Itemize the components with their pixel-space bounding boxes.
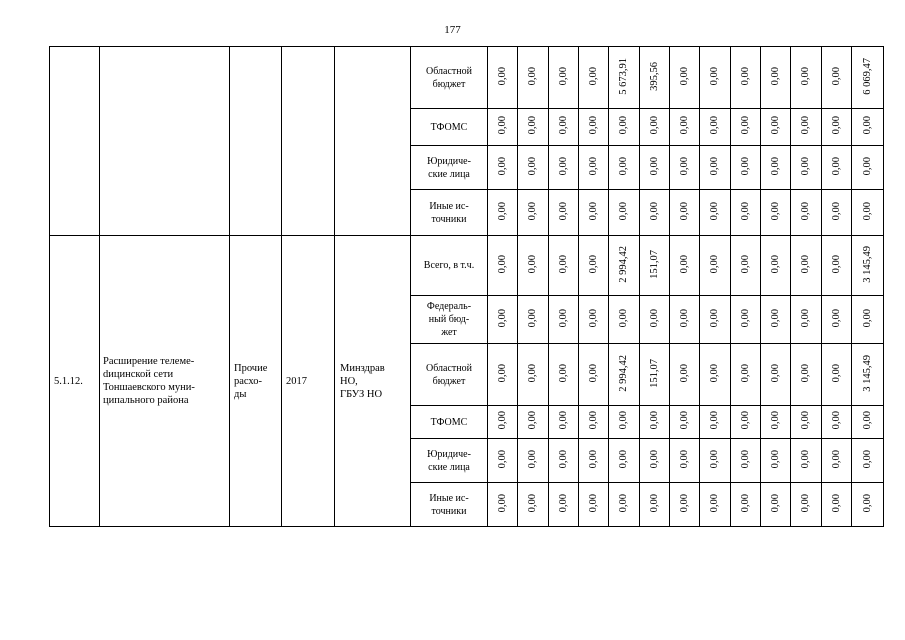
value-text: 0,00 <box>587 308 599 328</box>
value-text: 0,00 <box>527 363 538 383</box>
value-text: 0,00 <box>527 116 538 135</box>
value-cell <box>549 483 579 527</box>
source-cell <box>411 439 488 483</box>
value-cell <box>518 296 549 344</box>
value-text: 0,00 <box>769 254 781 274</box>
value-cell <box>609 146 640 190</box>
value-cell <box>518 406 549 439</box>
value-text: 0,00 <box>800 308 811 328</box>
value-cell <box>549 406 579 439</box>
value-cell <box>791 190 822 236</box>
value-cell <box>549 109 579 146</box>
value-cell <box>488 146 518 190</box>
value-text: 0,00 <box>800 254 811 274</box>
value-text: 0,00 <box>769 363 781 383</box>
value-text: 3 145,49 <box>861 354 873 392</box>
value-text: 0,00 <box>861 449 873 469</box>
value-cell <box>518 344 549 406</box>
page-number: 177 <box>444 24 461 36</box>
value-text: 0,00 <box>527 156 538 176</box>
value-text: 0,00 <box>648 116 660 135</box>
value-text: 0,00 <box>769 201 781 221</box>
value-cell <box>731 236 761 296</box>
value-cell <box>761 439 791 483</box>
value-text: 0,00 <box>709 493 720 513</box>
value-cell <box>488 439 518 483</box>
value-text: 0,00 <box>769 116 781 135</box>
value-text: 0,00 <box>709 363 720 383</box>
value-text: 0,00 <box>861 116 873 135</box>
value-text: 0,00 <box>861 308 873 328</box>
value-cell <box>731 439 761 483</box>
value-cell <box>731 344 761 406</box>
value-text: 0,00 <box>678 116 690 135</box>
value-text: 0,00 <box>618 116 629 135</box>
value-cell <box>488 296 518 344</box>
value-text: 0,00 <box>496 493 508 513</box>
value-text: 0,00 <box>830 308 842 328</box>
value-cell <box>700 406 731 439</box>
value-cell <box>579 146 609 190</box>
source-cell <box>411 483 488 527</box>
value-cell <box>700 236 731 296</box>
value-cell <box>518 47 549 109</box>
value-cell <box>852 483 884 527</box>
value-cell <box>609 109 640 146</box>
funding-source-label: ТФОМС <box>430 121 468 133</box>
value-cell <box>761 236 791 296</box>
value-cell <box>640 439 670 483</box>
value-cell <box>518 190 549 236</box>
implementation-year <box>282 236 335 527</box>
value-cell <box>761 406 791 439</box>
value-cell <box>700 483 731 527</box>
value-text: 0,00 <box>557 411 569 430</box>
funding-source-label: ТФОМС <box>430 416 468 428</box>
value-cell <box>791 406 822 439</box>
value-text: 0,00 <box>587 254 599 274</box>
expense-category <box>230 236 282 527</box>
value-text: 0,00 <box>618 156 629 176</box>
value-cell <box>761 146 791 190</box>
value-cell <box>791 236 822 296</box>
value-text: 0,00 <box>527 201 538 221</box>
value-text: 0,00 <box>527 66 538 86</box>
value-cell <box>761 47 791 109</box>
table-row <box>50 236 884 296</box>
source-cell <box>411 344 488 406</box>
value-cell <box>579 236 609 296</box>
value-text: 0,00 <box>830 493 842 513</box>
value-cell <box>670 344 700 406</box>
value-text: 0,00 <box>678 363 690 383</box>
value-cell <box>670 406 700 439</box>
value-cell <box>852 190 884 236</box>
value-cell <box>488 47 518 109</box>
funding-source-label: Юридиче- ские лица <box>427 448 471 473</box>
value-text: 0,00 <box>861 493 873 513</box>
value-cell <box>609 190 640 236</box>
source-cell <box>411 296 488 344</box>
value-cell <box>761 344 791 406</box>
item-code <box>50 236 100 527</box>
value-text: 0,00 <box>709 308 720 328</box>
code-cell-empty <box>50 47 100 236</box>
value-cell <box>731 296 761 344</box>
year-cell-empty <box>282 47 335 236</box>
source-cell <box>411 236 488 296</box>
value-text: 0,00 <box>769 66 781 86</box>
value-text: 0,00 <box>861 201 873 221</box>
item-name <box>100 236 230 527</box>
value-text: 0,00 <box>648 156 660 176</box>
value-cell <box>609 47 640 109</box>
value-cell <box>609 406 640 439</box>
value-text: 0,00 <box>769 411 781 430</box>
value-cell <box>791 344 822 406</box>
value-text: 0,00 <box>861 156 873 176</box>
value-cell <box>761 190 791 236</box>
value-text: 0,00 <box>739 201 751 221</box>
value-text: 0,00 <box>587 449 599 469</box>
value-text: 0,00 <box>739 116 751 135</box>
value-text: 0,00 <box>557 363 569 383</box>
value-cell <box>791 296 822 344</box>
value-text: 0,00 <box>769 156 781 176</box>
funding-source-label: Иные ис- точники <box>429 200 469 225</box>
value-text: 0,00 <box>800 201 811 221</box>
value-text: 0,00 <box>830 116 842 135</box>
executor <box>335 236 411 527</box>
value-text: 395,56 <box>648 61 660 91</box>
value-cell <box>640 296 670 344</box>
value-cell <box>700 296 731 344</box>
value-cell <box>518 439 549 483</box>
item-code-text: 5.1.12. <box>54 375 83 387</box>
value-cell <box>852 439 884 483</box>
value-text: 0,00 <box>648 493 660 513</box>
value-text: 0,00 <box>709 201 720 221</box>
value-cell <box>731 146 761 190</box>
value-text: 0,00 <box>557 66 569 86</box>
value-cell <box>852 47 884 109</box>
value-cell <box>579 439 609 483</box>
funding-source-label: Юридиче- ские лица <box>427 155 471 180</box>
value-cell <box>700 109 731 146</box>
value-text: 0,00 <box>830 66 842 86</box>
value-text: 0,00 <box>527 308 538 328</box>
value-cell <box>549 190 579 236</box>
value-text: 0,00 <box>496 449 508 469</box>
value-cell <box>670 47 700 109</box>
value-cell <box>791 146 822 190</box>
value-cell <box>791 47 822 109</box>
funding-source-label: Областной бюджет <box>425 65 472 90</box>
source-cell <box>411 190 488 236</box>
value-cell <box>640 109 670 146</box>
source-cell <box>411 406 488 439</box>
expense-category-text: Прочие расхо- ды <box>234 362 268 400</box>
value-text: 0,00 <box>648 308 660 328</box>
value-cell <box>640 146 670 190</box>
value-cell <box>670 109 700 146</box>
value-text: 0,00 <box>496 66 508 86</box>
executor-cell-empty <box>335 47 411 236</box>
value-text: 0,00 <box>678 493 690 513</box>
value-text: 0,00 <box>496 411 508 430</box>
value-text: 0,00 <box>678 449 690 469</box>
value-text: 0,00 <box>678 411 690 430</box>
value-cell <box>549 146 579 190</box>
value-text: 0,00 <box>496 254 508 274</box>
value-cell <box>640 406 670 439</box>
funding-source-label: Федераль- ный бюд- жет <box>426 301 472 338</box>
value-text: 0,00 <box>678 308 690 328</box>
value-cell <box>822 483 852 527</box>
value-cell <box>579 483 609 527</box>
value-cell <box>852 406 884 439</box>
value-cell <box>761 483 791 527</box>
value-text: 0,00 <box>739 493 751 513</box>
value-cell <box>640 483 670 527</box>
value-text: 0,00 <box>678 156 690 176</box>
table-row <box>50 47 884 109</box>
value-cell <box>822 146 852 190</box>
value-text: 0,00 <box>830 156 842 176</box>
value-text: 0,00 <box>739 254 751 274</box>
value-text: 151,07 <box>648 249 660 279</box>
value-text: 0,00 <box>800 116 811 135</box>
value-cell <box>549 439 579 483</box>
value-cell <box>670 296 700 344</box>
value-cell <box>700 47 731 109</box>
value-cell <box>761 109 791 146</box>
value-text: 0,00 <box>648 411 660 430</box>
value-cell <box>609 483 640 527</box>
source-cell <box>411 109 488 146</box>
value-cell <box>822 296 852 344</box>
value-cell <box>579 296 609 344</box>
value-text: 0,00 <box>678 254 690 274</box>
value-cell <box>700 344 731 406</box>
value-cell <box>579 109 609 146</box>
value-cell <box>731 190 761 236</box>
funding-source-label: Всего, в т.ч. <box>423 260 475 271</box>
value-cell <box>852 146 884 190</box>
value-text: 0,00 <box>739 363 751 383</box>
value-cell <box>822 190 852 236</box>
value-cell <box>518 236 549 296</box>
value-text: 0,00 <box>496 156 508 176</box>
value-text: 0,00 <box>618 308 629 328</box>
value-text: 0,00 <box>830 411 842 430</box>
value-text: 0,00 <box>587 363 599 383</box>
value-cell <box>518 146 549 190</box>
value-cell <box>761 296 791 344</box>
value-cell <box>640 236 670 296</box>
value-text: 0,00 <box>648 449 660 469</box>
value-cell <box>700 439 731 483</box>
source-cell <box>411 47 488 109</box>
value-text: 0,00 <box>557 201 569 221</box>
value-text: 0,00 <box>769 493 781 513</box>
value-cell <box>549 344 579 406</box>
value-text: 0,00 <box>830 363 842 383</box>
value-text: 0,00 <box>709 116 720 135</box>
value-cell <box>488 344 518 406</box>
value-text: 0,00 <box>557 493 569 513</box>
value-text: 0,00 <box>800 493 811 513</box>
value-text: 0,00 <box>739 411 751 430</box>
value-text: 0,00 <box>678 201 690 221</box>
budget-table <box>49 46 884 527</box>
value-text: 0,00 <box>800 449 811 469</box>
item-name-text: Расширение телеме- dицинской сети Тоншаевского муни- ципального района <box>103 356 195 406</box>
value-cell <box>579 344 609 406</box>
executor-text: Минздрав НО, ГБУЗ НО <box>340 362 385 400</box>
value-cell <box>852 236 884 296</box>
value-cell <box>700 146 731 190</box>
value-cell <box>670 483 700 527</box>
value-text: 0,00 <box>587 201 599 221</box>
value-text: 3 145,49 <box>861 245 873 283</box>
value-cell <box>670 190 700 236</box>
value-cell <box>609 344 640 406</box>
value-text: 0,00 <box>739 66 751 86</box>
value-cell <box>579 190 609 236</box>
value-text: 0,00 <box>739 156 751 176</box>
value-text: 5 673,91 <box>618 57 629 95</box>
value-cell <box>640 344 670 406</box>
value-cell <box>609 439 640 483</box>
value-text: 0,00 <box>769 449 781 469</box>
value-text: 2 994,42 <box>618 354 629 392</box>
value-text: 0,00 <box>830 254 842 274</box>
value-cell <box>822 406 852 439</box>
value-text: 0,00 <box>496 116 508 135</box>
value-text: 0,00 <box>618 493 629 513</box>
value-text: 0,00 <box>557 116 569 135</box>
value-cell <box>731 483 761 527</box>
value-text: 0,00 <box>739 308 751 328</box>
value-text: 0,00 <box>800 411 811 430</box>
value-cell <box>852 344 884 406</box>
funding-source-label: Иные ис- точники <box>429 492 469 517</box>
value-cell <box>852 296 884 344</box>
value-cell <box>640 190 670 236</box>
value-text: 0,00 <box>527 493 538 513</box>
value-cell <box>640 47 670 109</box>
value-text: 0,00 <box>800 363 811 383</box>
value-text: 0,00 <box>587 411 599 430</box>
value-text: 0,00 <box>800 156 811 176</box>
value-cell <box>822 47 852 109</box>
value-text: 0,00 <box>587 66 599 86</box>
value-cell <box>579 47 609 109</box>
category-cell-empty <box>230 47 282 236</box>
value-cell <box>549 236 579 296</box>
value-cell <box>822 109 852 146</box>
value-cell <box>579 406 609 439</box>
value-text: 0,00 <box>618 411 629 430</box>
value-text: 0,00 <box>496 363 508 383</box>
value-cell <box>549 47 579 109</box>
value-text: 2 994,42 <box>618 245 629 283</box>
value-cell <box>488 109 518 146</box>
value-cell <box>609 296 640 344</box>
value-cell <box>549 296 579 344</box>
value-cell <box>700 190 731 236</box>
value-cell <box>670 439 700 483</box>
source-cell <box>411 146 488 190</box>
value-cell <box>488 236 518 296</box>
value-cell <box>518 483 549 527</box>
value-cell <box>731 47 761 109</box>
value-cell <box>852 109 884 146</box>
value-text: 0,00 <box>709 156 720 176</box>
value-text: 0,00 <box>709 449 720 469</box>
name-cell-empty <box>100 47 230 236</box>
value-text: 0,00 <box>678 66 690 86</box>
value-cell <box>731 406 761 439</box>
value-text: 0,00 <box>648 201 660 221</box>
value-text: 0,00 <box>496 308 508 328</box>
value-cell <box>791 109 822 146</box>
value-cell <box>609 236 640 296</box>
value-text: 0,00 <box>527 411 538 430</box>
value-cell <box>670 236 700 296</box>
value-text: 0,00 <box>618 201 629 221</box>
value-text: 0,00 <box>709 411 720 430</box>
value-text: 0,00 <box>557 449 569 469</box>
value-cell <box>791 439 822 483</box>
value-text: 0,00 <box>527 254 538 274</box>
value-cell <box>488 406 518 439</box>
value-text: 151,07 <box>648 358 660 388</box>
value-cell <box>488 190 518 236</box>
value-cell <box>822 439 852 483</box>
value-cell <box>822 344 852 406</box>
value-text: 0,00 <box>557 254 569 274</box>
value-text: 0,00 <box>709 254 720 274</box>
value-cell <box>791 483 822 527</box>
value-cell <box>731 109 761 146</box>
value-text: 0,00 <box>769 308 781 328</box>
implementation-year-text: 2017 <box>286 375 307 387</box>
value-text: 0,00 <box>800 66 811 86</box>
value-text: 0,00 <box>861 411 873 430</box>
value-text: 0,00 <box>830 201 842 221</box>
value-text: 0,00 <box>557 308 569 328</box>
value-text: 0,00 <box>496 201 508 221</box>
value-text: 0,00 <box>527 449 538 469</box>
value-text: 0,00 <box>830 449 842 469</box>
value-text: 0,00 <box>709 66 720 86</box>
funding-source-label: Областной бюджет <box>425 362 472 387</box>
value-text: 6 069,47 <box>861 57 873 95</box>
value-cell <box>518 109 549 146</box>
value-text: 0,00 <box>587 156 599 176</box>
value-text: 0,00 <box>739 449 751 469</box>
value-text: 0,00 <box>587 493 599 513</box>
value-text: 0,00 <box>557 156 569 176</box>
value-text: 0,00 <box>618 449 629 469</box>
value-cell <box>670 146 700 190</box>
value-cell <box>822 236 852 296</box>
value-text: 0,00 <box>587 116 599 135</box>
value-cell <box>488 483 518 527</box>
